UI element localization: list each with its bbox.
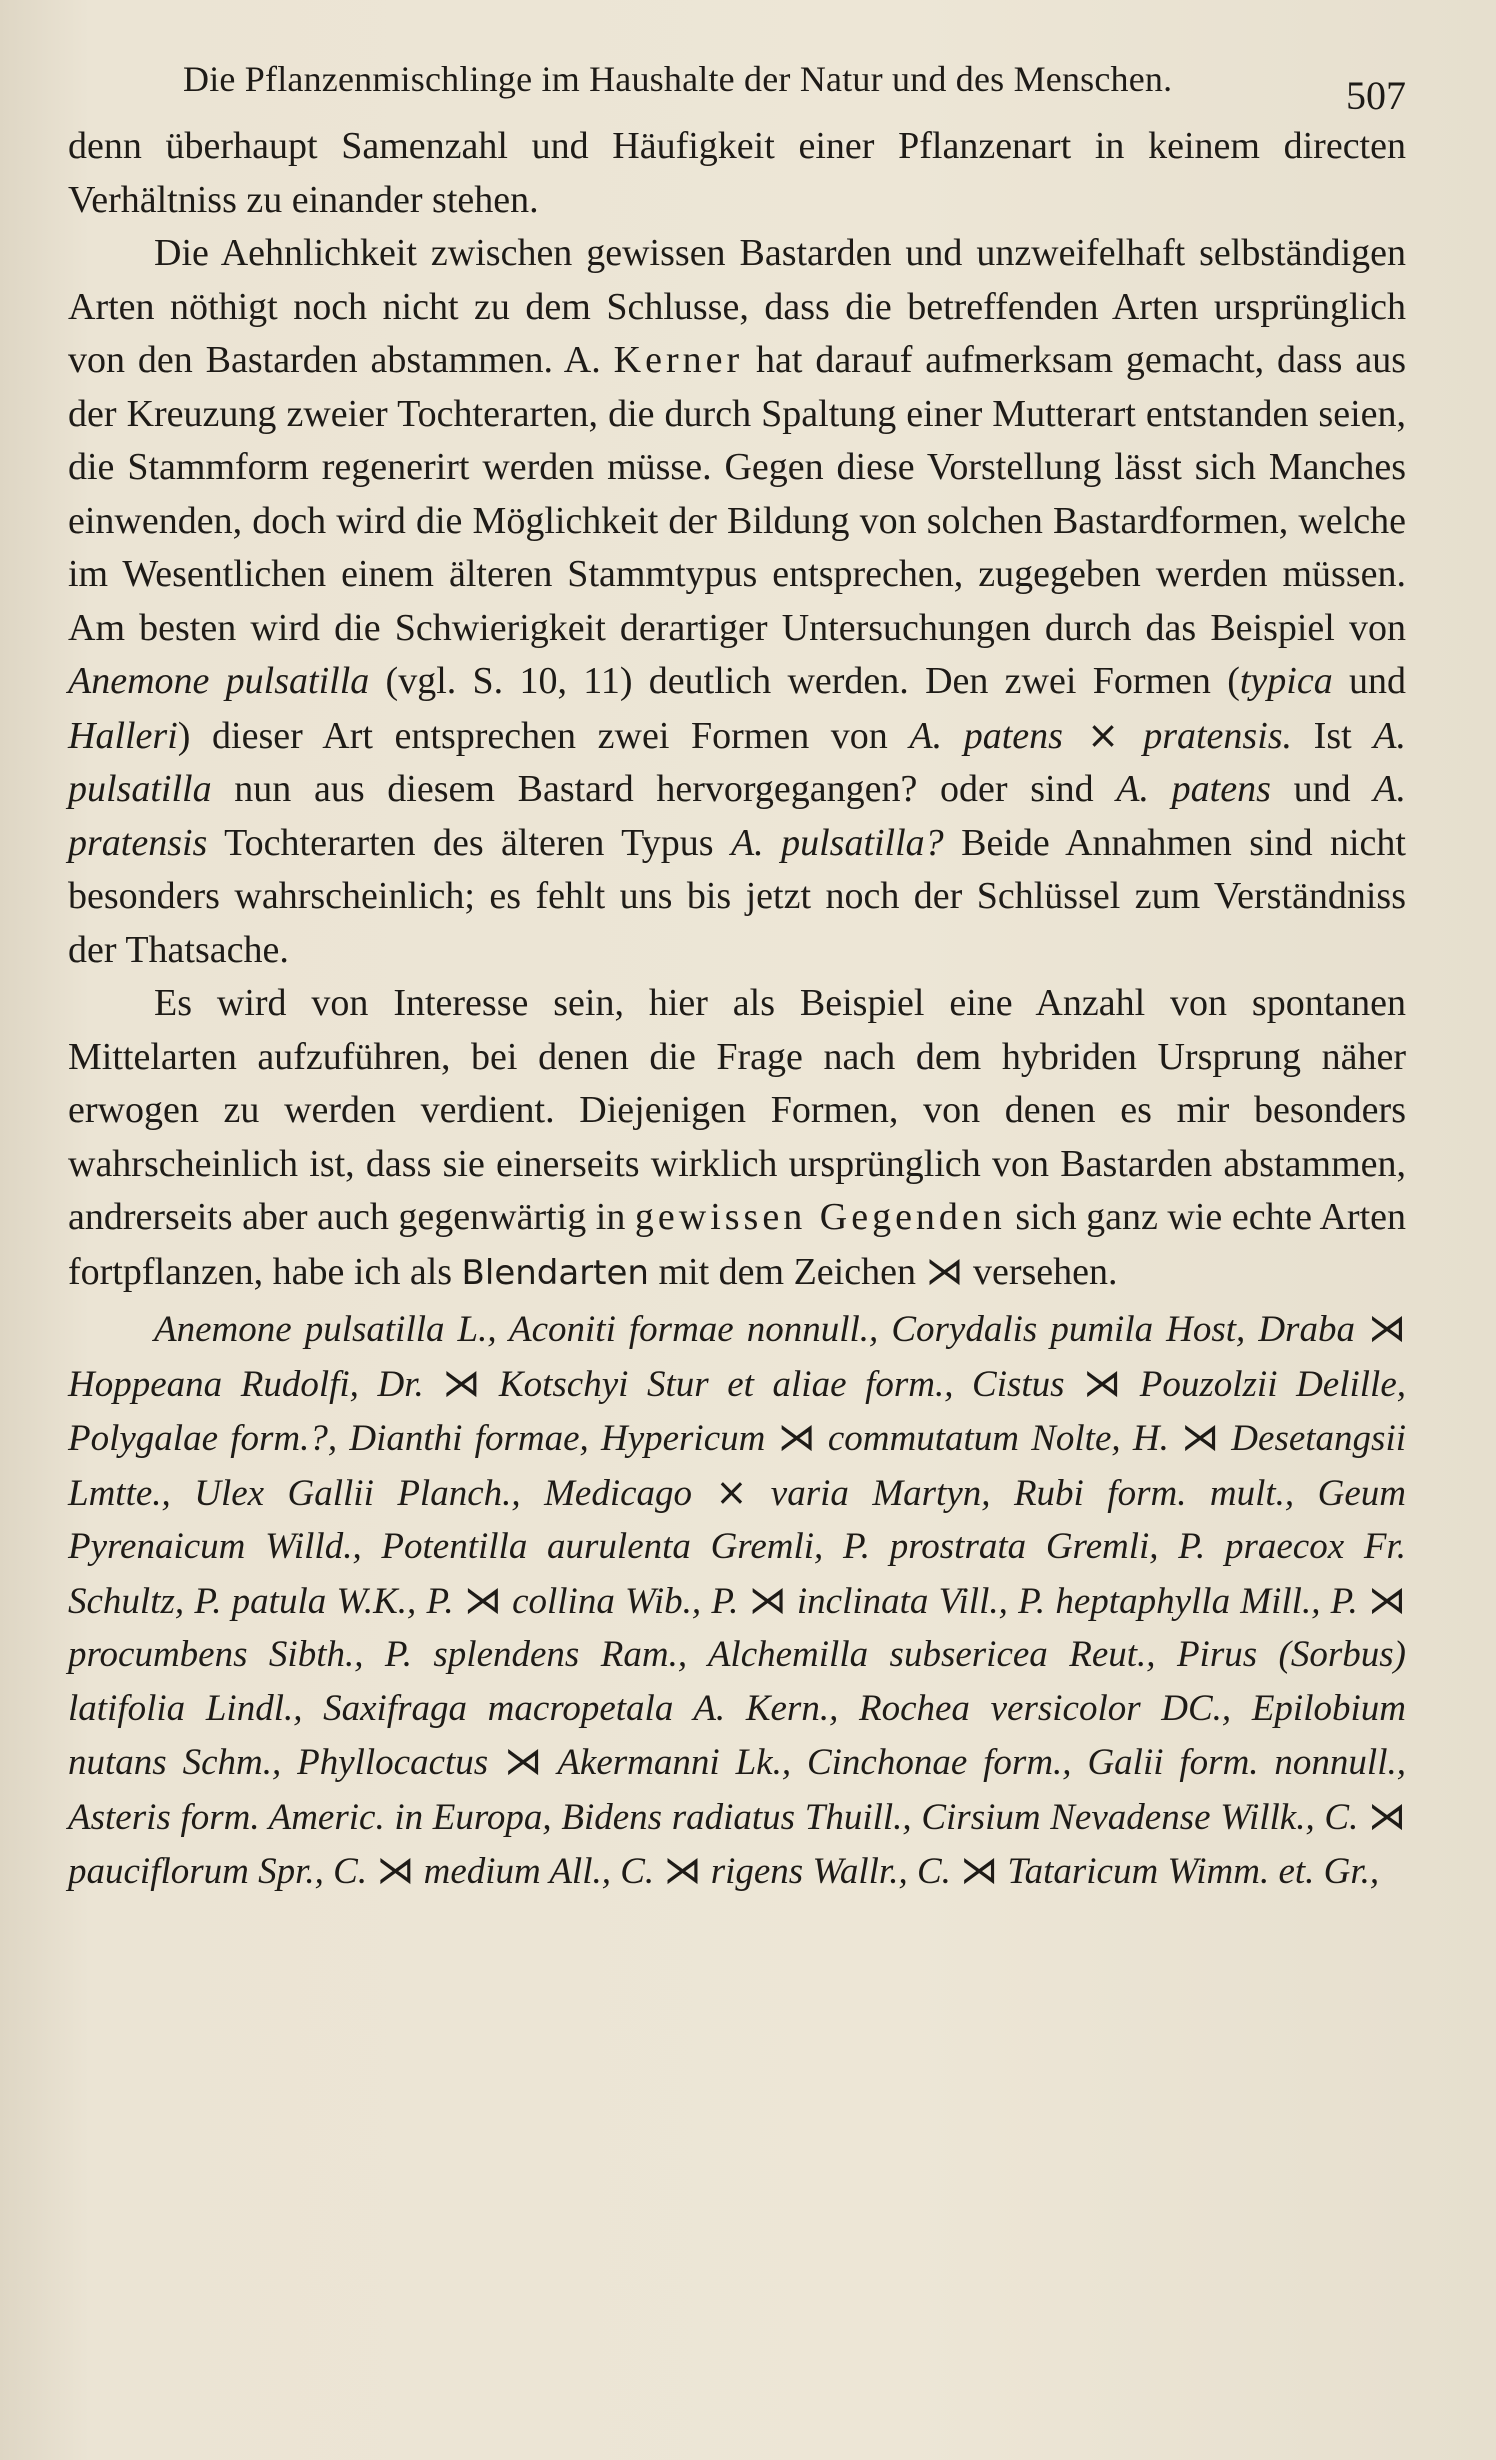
text-run: Ist <box>1292 714 1374 757</box>
hybrid-sign-icon: ⋊ <box>376 1848 415 1892</box>
italic-term: A. pulsatilla <box>68 714 1407 810</box>
body-text <box>68 120 1406 1899</box>
hybrid-sign-icon: ⋊ <box>1368 1577 1406 1622</box>
text-run: hat darauf aufmerksam gemacht, dass aus der Kreuzung zweier Tochterarten, die durch Spaltung einer Mutterart entstanden seien, die Stammform regenerirt werden müsse. Gegen diese Vorstellung lässt sich Manches einwenden, doch wird die Möglichkeit der Bildung von solchen Bastardformen, welche im Wesentlichen einem älteren Stammtypus entsprechen, zugegeben werden müssen. Am besten wird die Schwierigkeit derartiger Untersuchungen durch das Beispiel von <box>68 339 1407 649</box>
italic-term: A. pulsatilla? <box>730 821 944 864</box>
running-head <box>68 50 1406 120</box>
page-number: 507 <box>1346 73 1406 118</box>
text-run: versehen. <box>963 1250 1118 1293</box>
hybrid-sign-icon: ⋊ <box>504 1739 543 1783</box>
text-run: collina Wib., P. <box>501 1580 749 1622</box>
text-run: Hoppeana Rudolfi, Dr. <box>68 1363 443 1405</box>
text-run: varia Martyn, Rubi form. mult., Geum Pyrenaicum Willd., Potentilla aurulenta Gremli, P. prostrata Gremli, P. praecox Fr. Schultz, P. patula W.K., P. <box>68 1472 1406 1622</box>
spaced-emphasis: Kerner <box>613 339 744 381</box>
text-run: Es wird von Interesse sein, hier als Beispiel eine Anzahl von spontanen Mittelarten aufzuführen, bei denen die Frage nach dem hybriden Ursprung näher erwogen zu werden verdient. Diejenigen Formen, von denen es mir besonders wahrscheinlich ist, dass sie einerseits wirklich ursprünglich von Bastarden abstammen, andrerseits aber auch gegenwärtig in <box>68 982 1406 1238</box>
hybrid-sign-icon: ⋊ <box>1368 1306 1406 1350</box>
running-title: Die Pflanzenmischlinge im Haushalte der Natur und des Menschen. <box>183 59 1173 99</box>
hybrid-sign-icon: ⋊ <box>442 1360 481 1405</box>
term-emphasis: Blendarten <box>461 1252 649 1293</box>
text-run: medium All., C. <box>414 1851 664 1892</box>
body-paragraph <box>68 120 1406 227</box>
italic-term: typica <box>1239 660 1333 702</box>
italic-term: A. patens <box>909 714 1063 757</box>
text-run: mit dem Zeichen <box>648 1250 926 1293</box>
text-run: und <box>1332 660 1407 702</box>
hybrid-sign-icon: ⋊ <box>960 1848 999 1892</box>
hybrid-sign-icon: × <box>715 1469 748 1514</box>
text-run: Pouzolzii Delille, Polygalae form.?, Dianthi formae, Hypericum <box>68 1363 1406 1459</box>
italic-term: Anemone pulsatilla <box>68 660 370 702</box>
text-run: Kotschyi Stur et aliae form., Cistus <box>480 1363 1084 1405</box>
hybrid-sign-icon: ⋊ <box>748 1577 787 1622</box>
hybrid-sign-icon: ⋊ <box>663 1848 702 1892</box>
text-run: Akermanni Lk., Cinchonae form., Galii form. nonnull., Asteris form. Americ. in Europa, Bidens radiatus Thuill., Cirsium Nevadense Willk., C. <box>68 1742 1406 1838</box>
text-run: sich ganz wie echte Arten fortpflanzen, habe ich als <box>68 1196 1407 1293</box>
italic-term: A. pratensis <box>68 768 1407 864</box>
italic-term: Halleri <box>68 714 178 757</box>
text-run: pauciflorum Spr., C. <box>68 1851 377 1892</box>
hybrid-sign-icon: ⋊ <box>463 1577 502 1622</box>
hybrid-sign-icon: ⋊ <box>777 1415 816 1459</box>
hybrid-sign-icon: ⋊ <box>1083 1360 1122 1405</box>
text-run: procumbens Sibth., P. splendens Ram., Alchemilla subsericea Reut., Pirus (Sorbus) latifolia Lindl., Saxifraga macropetala A. Kern., Rochea versicolor DC., Epilobium nutans Schm., Phyllocactus <box>68 1634 1406 1783</box>
spaced-emphasis: gewissen Gegenden <box>634 1196 1006 1238</box>
text-run: Beide Annahmen sind nicht besonders wahrscheinlich; es fehlt uns bis jetzt noch der Schlüssel zum Verständniss der Thatsache. <box>68 821 1406 971</box>
italic-term: pratensis. <box>1143 714 1293 757</box>
text-run: (vgl. S. 10, 11) deutlich werden. Den zwei Formen ( <box>369 660 1240 702</box>
hybrid-sign-icon: ⋊ <box>925 1248 964 1293</box>
body-paragraph <box>68 977 1406 1300</box>
body-paragraph <box>68 227 1406 977</box>
text-run: Tochterarten des älteren Typus <box>207 821 731 864</box>
hybrid-sign-icon: × <box>1062 712 1144 757</box>
text-run: denn überhaupt Samenzahl und Häufigkeit einer Pflanzenart in keinem directen Verhältniss zu einander stehen. <box>68 125 1406 221</box>
text-run: rigens Wallr., C. <box>701 1851 961 1892</box>
hybrid-sign-icon: ⋊ <box>1181 1415 1220 1459</box>
text-run: und <box>1270 768 1374 810</box>
species-list-paragraph <box>68 1302 1406 1899</box>
italic-term: A. patens <box>1116 768 1271 810</box>
text-run: Anemone pulsatilla L., Aconiti formae nonnull., Corydalis pumila Host, Draba <box>154 1309 1368 1350</box>
text-run: inclinata Vill., P. heptaphylla Mill., P. <box>786 1580 1368 1622</box>
hybrid-sign-icon: ⋊ <box>1368 1793 1406 1838</box>
text-run: nun aus diesem Bastard hervorgegangen? oder sind <box>211 768 1117 810</box>
text-run: Desetangsii Lmtte., Ulex Gallii Planch., Medicago <box>68 1418 1406 1514</box>
text-run: ) dieser Art entsprechen zwei Formen von <box>177 714 910 757</box>
text-run: Die Aehnlichkeit zwischen gewissen Bastarden und unzweifelhaft selbständigen Arten nöthigt noch nicht zu dem Schlusse, dass die betreffenden Arten ursprünglich von den Bastarden abstammen. A. <box>68 232 1406 381</box>
text-run: commutatum Nolte, H. <box>815 1418 1182 1459</box>
text-run: Tataricum Wimm. et. Gr., <box>998 1851 1380 1892</box>
